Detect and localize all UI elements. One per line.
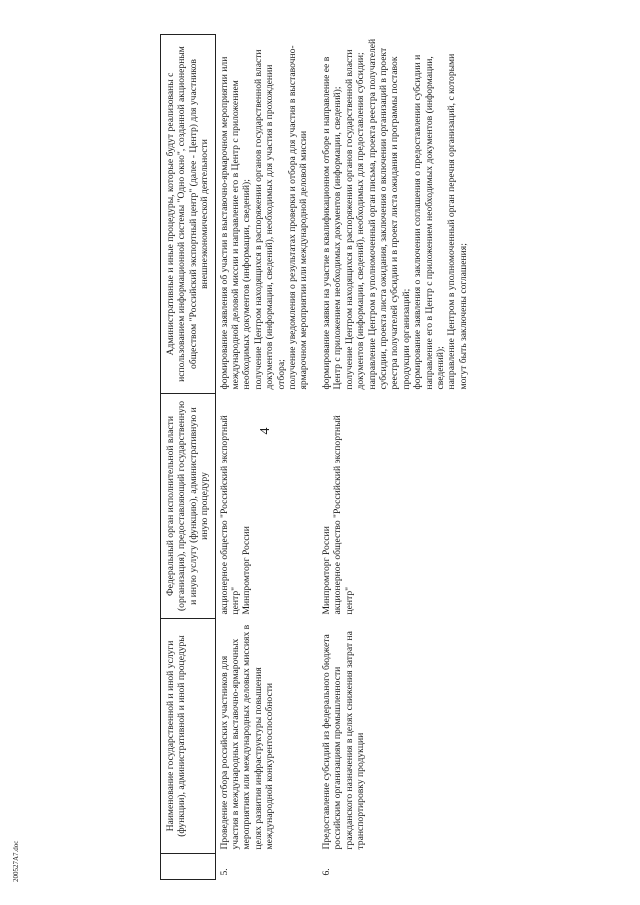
- page-number: 4: [258, 427, 273, 435]
- row-number: 5.: [218, 868, 230, 876]
- row-procedures: [313, 35, 472, 394]
- row-organ: Минпромторг России акционерное общество "Российский экспортный центр": [320, 415, 355, 615]
- procedure-item: формирование заявления о заключении соглашения о предоставлении субсидии и направление его в Центр с приложением необходимых документов (информации, сведений);: [412, 54, 446, 390]
- procedure-item: получение Центром находящихся в распоряжении органов государственной власти документов (информации, сведений), необходимых для участия в прохождении отбора;: [252, 49, 287, 390]
- procedure-item: получение Центром находящихся в распоряжении органов государственной власти документов (информации, сведений), необходимых для предоставления субсидии;: [343, 49, 367, 390]
- header-service-name: Наименование государственной и иной услуги (функции), административной и иной процедуры: [161, 619, 216, 854]
- procedure-item: направление Центром в уполномоченный орган перечня организаций, с которыми могут быть заключены соглашения;: [446, 53, 469, 390]
- header-number: [161, 854, 216, 880]
- row-service: Предоставление субсидий из федерального бюджета российским организациям промышленности гражданского назначения в целях снижения затрат на транспортировку продукции: [320, 631, 367, 850]
- row-service: Проведение отбора российских участников для участия в международных выставочно-ярмарочных мероприятиях или международных деловых миссиях в целях развития инфраструктуры повышения международной конкурентоспособности: [218, 624, 276, 850]
- header-procedures: Административные и иные процедуры, которые будут реализованы с использованием информационной системы "Одно окно", созданной акционерным обществом "Российский экспортный центр" (далее - Центр) для участников внешнеэкономической деятельности: [161, 35, 216, 394]
- row-number: 6.: [320, 868, 332, 876]
- procedure-item: формирование заявления об участии в выставочно-ярмарочном мероприятии или международной деловой миссии и направление его в Центр с приложением необходимых документов (информации, сведений);: [218, 56, 253, 390]
- table-row: [313, 35, 472, 880]
- footer-document-code: 200527A7.doc: [12, 840, 20, 882]
- procedure-item: формирование заявки на участие в квалификационном отборе и направление ее в Центр с приложением необходимых документов (информации, сведений);: [320, 56, 344, 390]
- row-organ: акционерное общество "Российский экспортный центр" Минпромторг России: [218, 415, 253, 615]
- table-header-row: [161, 35, 216, 880]
- procedure-item: получение уведомления о результатах проверки и отбора для участия в выставочно-ярмарочном мероприятии или международной деловой миссии: [287, 45, 310, 390]
- services-table: [160, 35, 630, 880]
- procedure-item: направление Центром в уполномоченный орган письма, проекта реестра получателей субсидии, проекта листа ожидания, заключения о включении организаций в проект реестра получателей субсидии и в проект листа ожидания и программы поставок продукции организаций;: [366, 38, 412, 390]
- table-row: [215, 35, 313, 880]
- row-procedures: [215, 35, 313, 394]
- header-federal-organ: Федеральный орган исполнительной власти (организация), предоставляющий государственную и иную услугу (функцию), административную и иную процедуру: [161, 394, 216, 619]
